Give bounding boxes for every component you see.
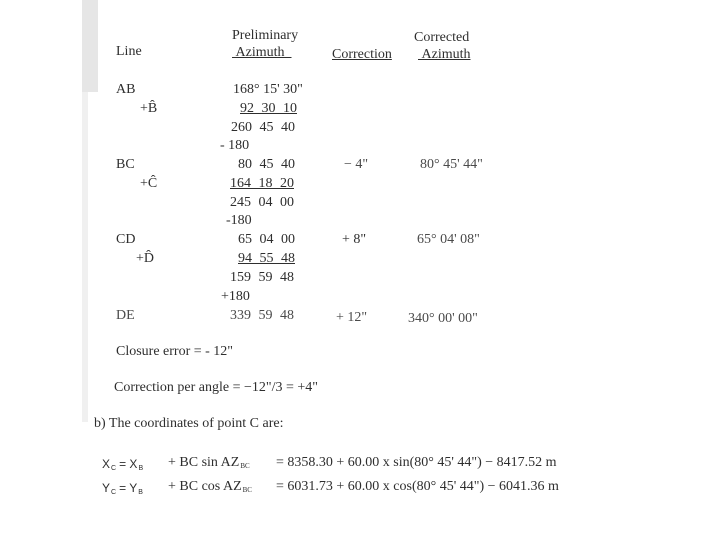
scan-edge [82,0,98,92]
correction-value: + 12" [336,310,368,325]
corrected-value: 80° 45' 44" [420,157,483,172]
preliminary-value: - 180 [220,138,250,153]
header-preliminary-azimuth: Azimuth [235,45,285,60]
header-corrected-azimuth: Azimuth [421,47,471,62]
corrected-value: 65° 04' 08" [417,232,480,247]
preliminary-value: 164 18 20 [230,176,294,191]
header-corrected: Corrected [414,30,470,45]
line-label: CD [116,232,136,247]
preliminary-value: 168° 15' 30" [233,82,303,97]
preliminary-value: 80 45 40 [238,157,295,172]
preliminary-value: -180 [226,213,252,228]
preliminary-value: 339 59 48 [230,308,294,323]
correction-value: + 8" [342,232,367,247]
preliminary-value: 159 59 48 [230,270,294,285]
preliminary-value: 65 04 00 [238,232,295,247]
angle-label: +D̂ [136,251,155,266]
correction-value: − 4" [344,157,369,172]
preliminary-value: 245 04 00 [230,195,294,210]
corrected-value: 340° 00' 00" [408,311,478,326]
coordinates-heading: b) The coordinates of point C are: [94,416,284,431]
scan-edge [82,92,88,422]
line-label: AB [116,82,136,97]
correction-per-angle: Correction per angle = −12"/3 = +4" [114,380,318,395]
header-correction: Correction [332,47,392,62]
header-preliminary: Preliminary [232,28,299,43]
xc-calculation: = 8358.30 + 60.00 x sin(80° 45' 44") − 8417.52 m [276,455,557,470]
yc-symbol: $Y_C = Y_B$ [102,481,143,496]
xc-symbol: $X_C = X_B$ [102,457,144,472]
preliminary-value: 260 45 40 [231,120,295,135]
preliminary-value: +180 [221,289,250,304]
angle-label: +B̂ [140,101,158,116]
yc-expression: + BC $\cos AZ_{BC}$ [168,479,252,494]
angle-label: +Ĉ [140,176,158,191]
preliminary-value: 94 55 48 [238,251,295,266]
line-label: BC [116,157,135,172]
xc-expression: + BC $\sin AZ_{BC}$ [168,455,250,470]
closure-error: Closure error = - 12" [116,344,234,359]
yc-calculation: = 6031.73 + 60.00 x cos(80° 45' 44") − 6041.36 m [276,479,559,494]
line-label: DE [116,308,135,323]
preliminary-value: 92 30 10 [240,101,297,116]
header-line: Line [116,44,142,59]
